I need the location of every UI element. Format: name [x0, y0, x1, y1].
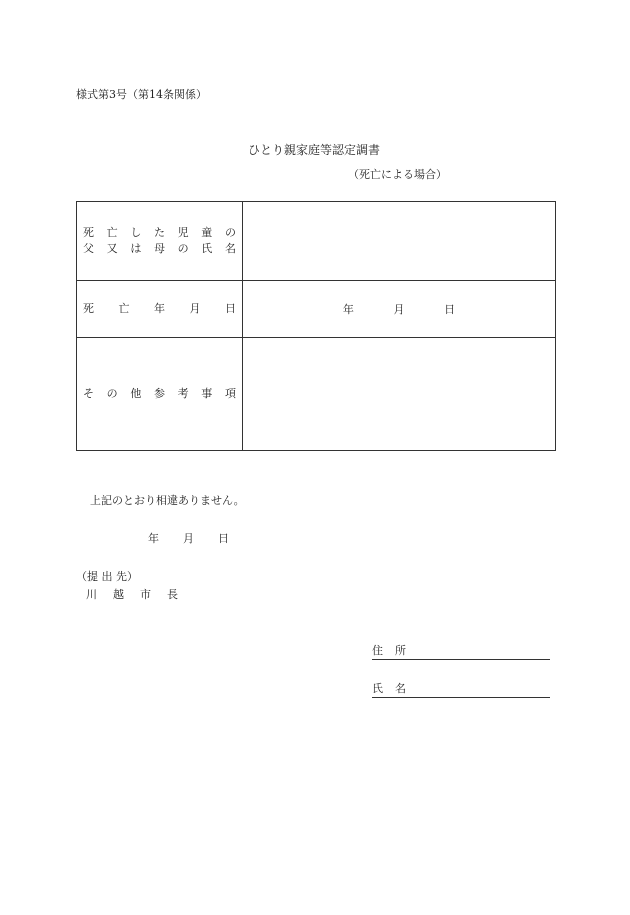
recipient-char: 越	[113, 588, 124, 601]
declaration-statement: 上記のとおり相違ありません。	[90, 494, 245, 507]
label-line	[77, 301, 242, 317]
form-number: 様式第3号（第14条関係）	[76, 88, 207, 101]
address-underline	[372, 642, 550, 660]
day-label: 日	[444, 303, 456, 316]
recipient-char: 長	[167, 588, 178, 601]
label-line	[77, 225, 242, 241]
year-label: 年	[342, 303, 354, 316]
label-char: 参	[153, 387, 165, 400]
submission-recipient	[86, 586, 178, 602]
label-char: 氏	[201, 242, 213, 255]
label-char: 他	[130, 387, 142, 400]
label-char: 亡	[118, 302, 130, 315]
label-char: 亡	[106, 226, 118, 239]
recipient-char: 市	[140, 588, 151, 601]
document-subtitle: （死亡による場合）	[348, 168, 447, 181]
address-label: 住 所	[372, 644, 406, 657]
date-fields	[243, 301, 555, 317]
label-char: の	[224, 226, 236, 239]
label-char: 年	[154, 302, 165, 315]
value-cell-date-of-death[interactable]	[243, 281, 556, 338]
label-char: 事	[201, 387, 213, 400]
label-char: そ	[83, 387, 94, 400]
label-line	[77, 386, 242, 402]
table-row-other-notes	[77, 338, 556, 451]
name-underline	[372, 680, 550, 698]
recipient-char: 川	[86, 588, 97, 601]
label-char: の	[106, 387, 118, 400]
label-cell-date-of-death	[77, 281, 243, 338]
label-cell-other-notes	[77, 338, 243, 451]
day-label: 日	[218, 532, 229, 545]
label-char: し	[130, 226, 142, 239]
submission-label: （提 出 先）	[76, 570, 138, 583]
label-char: た	[153, 226, 165, 239]
label-char: 日	[225, 302, 236, 315]
label-char: の	[177, 242, 189, 255]
value-cell-other-notes[interactable]	[243, 338, 556, 451]
label-char: 死	[83, 226, 94, 239]
month-label: 月	[183, 532, 194, 545]
name-field[interactable]	[372, 680, 550, 698]
label-char: 児	[177, 226, 189, 239]
label-line	[77, 241, 242, 257]
label-char: 考	[177, 387, 189, 400]
name-label: 氏 名	[372, 682, 406, 695]
label-char: 父	[83, 242, 94, 255]
address-field[interactable]	[372, 642, 550, 660]
year-label: 年	[148, 532, 159, 545]
table-row-deceased-parent	[77, 202, 556, 281]
label-char: 死	[83, 302, 94, 315]
label-char: 又	[106, 242, 118, 255]
label-cell-deceased-parent	[77, 202, 243, 281]
signature-date	[148, 530, 229, 546]
document-title: ひとり親家庭等認定調書	[248, 143, 381, 157]
label-char: 母	[153, 242, 165, 255]
label-char: 項	[224, 387, 236, 400]
certification-table	[76, 201, 556, 451]
label-char: 童	[201, 226, 213, 239]
label-char: は	[130, 242, 142, 255]
label-char: 月	[189, 302, 201, 315]
table-row-date-of-death	[77, 281, 556, 338]
label-char: 名	[224, 242, 236, 255]
month-label: 月	[393, 303, 405, 316]
value-cell-deceased-parent-name[interactable]	[243, 202, 556, 281]
